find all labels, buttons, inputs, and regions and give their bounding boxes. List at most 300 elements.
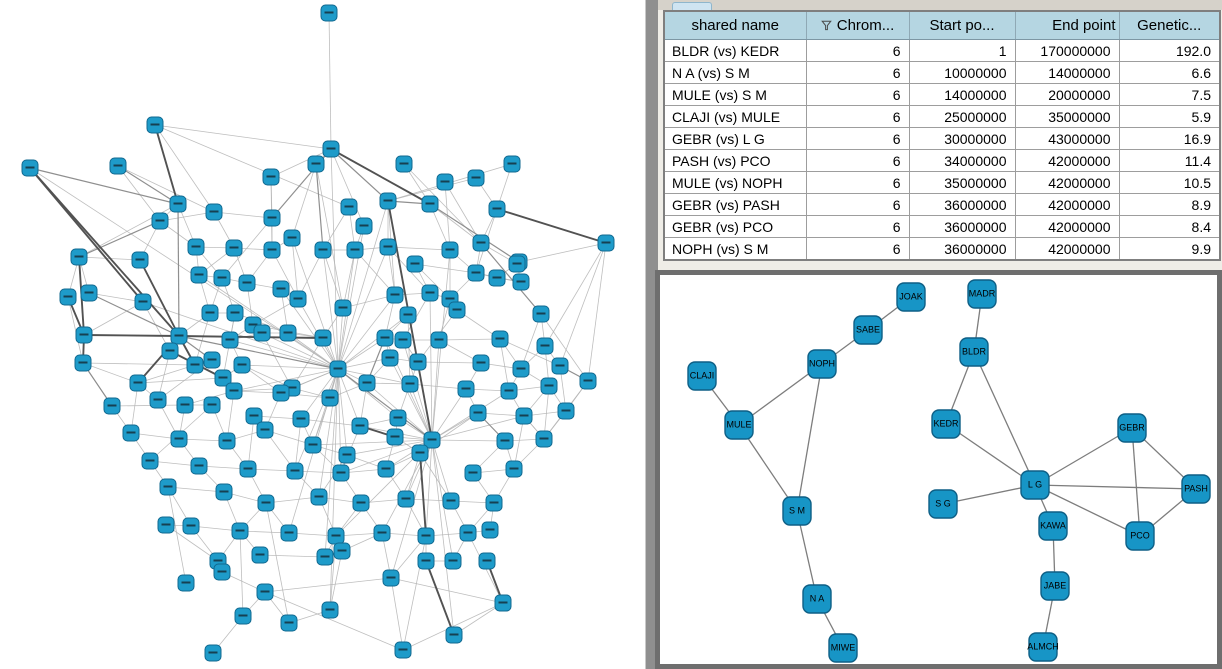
network-node-pco[interactable]: [1126, 522, 1154, 550]
network-node[interactable]: [214, 270, 230, 286]
network-edge: [240, 531, 243, 616]
network-node[interactable]: [254, 325, 270, 341]
network-node[interactable]: [431, 332, 447, 348]
node-label: [483, 560, 492, 562]
network-node[interactable]: [398, 491, 414, 507]
network-node[interactable]: [396, 156, 412, 172]
network-node[interactable]: [598, 235, 614, 251]
network-node[interactable]: [395, 642, 411, 658]
network-node-kedr[interactable]: [932, 410, 960, 438]
node-label: [284, 332, 293, 334]
node-label: [231, 312, 240, 314]
network-node[interactable]: [374, 525, 390, 541]
network-node[interactable]: [497, 433, 513, 449]
network-node[interactable]: [311, 489, 327, 505]
network-node[interactable]: [205, 645, 221, 661]
network-node[interactable]: [390, 410, 406, 426]
network-node[interactable]: [130, 375, 146, 391]
column-header-label: Genetic...: [1137, 17, 1202, 34]
network-node[interactable]: [558, 403, 574, 419]
network-node-claji[interactable]: [688, 362, 716, 390]
node-label: [136, 259, 145, 261]
network-node[interactable]: [222, 332, 238, 348]
network-edge: [118, 166, 214, 212]
network-node[interactable]: [537, 338, 553, 354]
network-node[interactable]: [290, 291, 306, 307]
network-node[interactable]: [178, 575, 194, 591]
network-node[interactable]: [541, 378, 557, 394]
network-node[interactable]: [273, 281, 289, 297]
network-node[interactable]: [482, 522, 498, 538]
node-label: PCO: [1130, 530, 1150, 541]
network-node[interactable]: [449, 302, 465, 318]
network-node[interactable]: [418, 553, 434, 569]
node-label: [382, 468, 391, 470]
node-label: [363, 382, 372, 384]
node-label: [319, 249, 328, 251]
network-node[interactable]: [187, 357, 203, 373]
network-edge[interactable]: [797, 364, 822, 511]
network-edge: [30, 168, 143, 302]
column-header-label: End point: [1052, 17, 1116, 34]
network-node[interactable]: [204, 352, 220, 368]
node-label: [387, 577, 396, 579]
network-node[interactable]: [412, 445, 428, 461]
node-label: [239, 615, 248, 617]
network-node[interactable]: [328, 528, 344, 544]
network-edge[interactable]: [974, 352, 1035, 485]
table-row[interactable]: [664, 84, 1220, 106]
table-row[interactable]: [664, 150, 1220, 172]
table-row[interactable]: [664, 238, 1220, 261]
cell-shared-name: GEBR (vs) PASH: [664, 194, 806, 216]
network-node[interactable]: [246, 408, 262, 424]
node-label: S M: [788, 505, 806, 516]
network-node[interactable]: [509, 256, 525, 272]
network-node[interactable]: [75, 355, 91, 371]
node-label: [139, 301, 148, 303]
network-node[interactable]: [486, 495, 502, 511]
node-label: [250, 415, 259, 417]
network-node[interactable]: [232, 523, 248, 539]
cell-value: 6: [806, 128, 909, 150]
cell-shared-name: MULE (vs) NOPH: [664, 172, 806, 194]
network-node-pash[interactable]: [1182, 475, 1210, 503]
node-label: [381, 337, 390, 339]
network-node[interactable]: [258, 495, 274, 511]
network-node[interactable]: [339, 447, 355, 463]
node-label: [441, 181, 450, 183]
network-node[interactable]: [206, 204, 222, 220]
network-node[interactable]: [171, 431, 187, 447]
network-node[interactable]: [395, 332, 411, 348]
network-node[interactable]: [580, 373, 596, 389]
network-node[interactable]: [219, 433, 235, 449]
network-node[interactable]: [257, 422, 273, 438]
node-label: [208, 359, 217, 361]
node-label: [174, 203, 183, 205]
network-edge[interactable]: [1035, 485, 1196, 489]
cell-value: 192.0: [1119, 40, 1220, 62]
network-edge: [391, 578, 503, 603]
node-label: [541, 345, 550, 347]
network-node[interactable]: [315, 242, 331, 258]
network-node-miwe[interactable]: [829, 634, 857, 662]
cell-value: 42000000: [1015, 216, 1119, 238]
network-node[interactable]: [353, 495, 369, 511]
network-node[interactable]: [177, 397, 193, 413]
network-node[interactable]: [479, 553, 495, 569]
network-node-s-m[interactable]: [783, 497, 811, 525]
network-node[interactable]: [460, 525, 476, 541]
network-node[interactable]: [150, 392, 166, 408]
network-node[interactable]: [305, 437, 321, 453]
filter-funnel-icon[interactable]: [821, 18, 832, 35]
network-node[interactable]: [204, 397, 220, 413]
network-edge: [84, 302, 143, 335]
network-node-mule[interactable]: [725, 411, 753, 439]
network-node[interactable]: [552, 358, 568, 374]
network-node[interactable]: [293, 411, 309, 427]
network-node[interactable]: [347, 242, 363, 258]
network-node[interactable]: [152, 213, 168, 229]
cell-value: 1: [909, 40, 1015, 62]
node-label: [426, 203, 435, 205]
network-node[interactable]: [132, 252, 148, 268]
network-node[interactable]: [158, 517, 174, 533]
network-node[interactable]: [60, 289, 76, 305]
network-node[interactable]: [308, 156, 324, 172]
column-header-start-po-[interactable]: [909, 11, 1015, 40]
network-node[interactable]: [239, 275, 255, 291]
network-node[interactable]: [22, 160, 38, 176]
network-node[interactable]: [504, 156, 520, 172]
network-node[interactable]: [216, 484, 232, 500]
network-node[interactable]: [437, 174, 453, 190]
node-label: [446, 249, 455, 251]
node-label: [312, 163, 321, 165]
network-node[interactable]: [387, 287, 403, 303]
node-label: [223, 440, 232, 442]
node-label: [268, 217, 277, 219]
cell-value: 6: [806, 150, 909, 172]
network-node[interactable]: [470, 405, 486, 421]
network-node[interactable]: [104, 398, 120, 414]
cell-value: 6: [806, 194, 909, 216]
network-node[interactable]: [380, 239, 396, 255]
node-label: [294, 298, 303, 300]
network-node[interactable]: [516, 408, 532, 424]
node-label: [338, 550, 347, 552]
table-row[interactable]: [664, 216, 1220, 238]
table-row[interactable]: [664, 194, 1220, 216]
cell-value: 6: [806, 84, 909, 106]
network-node[interactable]: [264, 210, 280, 226]
network-node[interactable]: [334, 543, 350, 559]
cell-value: 9.9: [1119, 238, 1220, 261]
node-label: [428, 439, 437, 441]
network-node[interactable]: [76, 327, 92, 343]
node-label: [134, 382, 143, 384]
table-toolbar-strip: [658, 0, 1222, 10]
node-label: [399, 649, 408, 651]
cell-value: 42000000: [1015, 238, 1119, 261]
network-node-sabe[interactable]: [854, 316, 882, 344]
network-node[interactable]: [333, 465, 349, 481]
network-node[interactable]: [341, 199, 357, 215]
cell-value: 7.5: [1119, 84, 1220, 106]
network-node[interactable]: [264, 242, 280, 258]
node-label: [496, 338, 505, 340]
network-node[interactable]: [422, 196, 438, 212]
network-edge: [168, 487, 186, 583]
network-node[interactable]: [380, 193, 396, 209]
node-label: [584, 380, 593, 382]
network-node-jabe[interactable]: [1041, 572, 1069, 600]
network-edge[interactable]: [1132, 428, 1140, 536]
network-node[interactable]: [188, 239, 204, 255]
network-node[interactable]: [458, 381, 474, 397]
network-node-n-a[interactable]: [803, 585, 831, 613]
network-node[interactable]: [317, 549, 333, 565]
network-node[interactable]: [281, 525, 297, 541]
network-node[interactable]: [123, 425, 139, 441]
column-header-label: shared name: [691, 17, 780, 34]
node-label: [351, 249, 360, 251]
network-node[interactable]: [71, 249, 87, 265]
node-label: [85, 292, 94, 294]
sub-network-canvas[interactable]: [660, 275, 1217, 664]
network-node[interactable]: [81, 285, 97, 301]
network-node[interactable]: [263, 169, 279, 185]
network-node[interactable]: [240, 461, 256, 477]
network-node[interactable]: [400, 307, 416, 323]
node-label: [490, 502, 499, 504]
cell-value: 10.5: [1119, 172, 1220, 194]
cell-shared-name: CLAJI (vs) MULE: [664, 106, 806, 128]
network-node[interactable]: [252, 547, 268, 563]
network-node[interactable]: [321, 5, 337, 21]
network-node[interactable]: [162, 343, 178, 359]
node-label: [288, 237, 297, 239]
network-node-joak[interactable]: [897, 283, 925, 311]
column-header-chrom-[interactable]: [806, 11, 909, 40]
column-header-shared-name[interactable]: [664, 11, 806, 40]
network-node[interactable]: [234, 357, 250, 373]
network-edge: [83, 363, 195, 365]
network-node[interactable]: [352, 418, 368, 434]
network-node-madr[interactable]: [968, 280, 996, 308]
node-label: N A: [809, 593, 825, 604]
node-label: [156, 220, 165, 222]
node-label: [226, 339, 235, 341]
network-node[interactable]: [322, 602, 338, 618]
network-node[interactable]: [335, 300, 351, 316]
network-node[interactable]: [191, 458, 207, 474]
network-node[interactable]: [170, 196, 186, 212]
node-label: [230, 390, 239, 392]
node-label: [453, 309, 462, 311]
node-label: CLAJI: [689, 370, 715, 381]
network-node[interactable]: [492, 331, 508, 347]
network-node[interactable]: [536, 431, 552, 447]
network-node-gebr[interactable]: [1118, 414, 1146, 442]
cell-value: 6: [806, 238, 909, 261]
node-label: [517, 368, 526, 370]
network-node[interactable]: [202, 305, 218, 321]
network-node[interactable]: [280, 325, 296, 341]
network-node[interactable]: [226, 240, 242, 256]
network-node[interactable]: [323, 141, 339, 157]
node-label: [146, 460, 155, 462]
network-node[interactable]: [442, 242, 458, 258]
network-node-almch[interactable]: [1027, 633, 1059, 661]
node-label: [285, 622, 294, 624]
node-label: S G: [935, 498, 951, 509]
network-node[interactable]: [287, 463, 303, 479]
network-node[interactable]: [135, 294, 151, 310]
network-node[interactable]: [226, 383, 242, 399]
network-node[interactable]: [257, 584, 273, 600]
node-label: [505, 390, 514, 392]
network-node-kawa[interactable]: [1039, 512, 1067, 540]
network-node[interactable]: [468, 170, 484, 186]
column-header-end-point[interactable]: [1015, 11, 1119, 40]
table-row[interactable]: [664, 62, 1220, 84]
network-node-noph[interactable]: [808, 350, 836, 378]
network-node[interactable]: [489, 270, 505, 286]
network-node[interactable]: [171, 328, 187, 344]
network-node[interactable]: [356, 218, 372, 234]
network-node[interactable]: [407, 256, 423, 272]
network-node[interactable]: [418, 528, 434, 544]
cell-value: 6: [806, 40, 909, 62]
network-node[interactable]: [142, 453, 158, 469]
cell-value: 6: [806, 172, 909, 194]
table-row[interactable]: [664, 128, 1220, 150]
network-node[interactable]: [489, 201, 505, 217]
node-label: [562, 410, 571, 412]
node-label: [450, 634, 459, 636]
network-node[interactable]: [506, 461, 522, 477]
node-label: [309, 444, 318, 446]
network-node[interactable]: [183, 518, 199, 534]
column-header-genetic-[interactable]: [1119, 11, 1220, 40]
network-node[interactable]: [387, 429, 403, 445]
table-row[interactable]: [664, 106, 1220, 128]
node-label: [262, 502, 271, 504]
network-node[interactable]: [402, 376, 418, 392]
network-edge: [439, 339, 500, 340]
network-node[interactable]: [422, 285, 438, 301]
network-node[interactable]: [147, 117, 163, 133]
node-label: [277, 392, 286, 394]
node-label: [64, 296, 73, 298]
network-edge: [79, 204, 178, 257]
network-node[interactable]: [533, 306, 549, 322]
node-label: [513, 263, 522, 265]
node-label: [493, 277, 502, 279]
network-node[interactable]: [410, 354, 426, 370]
network-edge: [178, 204, 179, 336]
network-node[interactable]: [235, 608, 251, 624]
node-label: [214, 560, 223, 562]
node-label: [154, 399, 163, 401]
network-edge: [331, 149, 338, 369]
network-node[interactable]: [495, 595, 511, 611]
network-node[interactable]: [513, 274, 529, 290]
network-node[interactable]: [330, 361, 346, 377]
network-node[interactable]: [191, 267, 207, 283]
cell-value: 6: [806, 216, 909, 238]
network-node[interactable]: [513, 361, 529, 377]
network-node[interactable]: [445, 553, 461, 569]
network-node[interactable]: [473, 235, 489, 251]
node-label: [315, 496, 324, 498]
node-label: [540, 438, 549, 440]
network-node-l-g[interactable]: [1021, 471, 1049, 499]
node-label: [151, 124, 160, 126]
cell-value: 11.4: [1119, 150, 1220, 172]
node-label: [319, 337, 328, 339]
node-label: [220, 491, 229, 493]
network-node[interactable]: [377, 330, 393, 346]
network-node[interactable]: [281, 615, 297, 631]
node-label: [261, 429, 270, 431]
network-node-bldr[interactable]: [960, 338, 988, 366]
node-label: ALMCH: [1027, 641, 1059, 652]
column-header-label: Start po...: [929, 17, 995, 34]
network-node[interactable]: [284, 230, 300, 246]
network-node[interactable]: [378, 461, 394, 477]
network-node[interactable]: [501, 383, 517, 399]
network-node[interactable]: [160, 479, 176, 495]
network-node-s-g[interactable]: [929, 490, 957, 518]
network-node[interactable]: [383, 570, 399, 586]
node-label: MADR: [968, 288, 996, 299]
node-label: SABE: [855, 324, 881, 335]
node-label: [230, 247, 239, 249]
node-label: [277, 288, 286, 290]
node-label: KEDR: [933, 418, 959, 429]
node-label: [334, 368, 343, 370]
network-node[interactable]: [473, 355, 489, 371]
network-node[interactable]: [465, 465, 481, 481]
table-row[interactable]: [664, 172, 1220, 194]
network-node[interactable]: [468, 265, 484, 281]
node-label: [181, 404, 190, 406]
node-label: [114, 165, 123, 167]
network-node[interactable]: [382, 350, 398, 366]
network-node[interactable]: [446, 627, 462, 643]
network-node[interactable]: [315, 330, 331, 346]
network-node[interactable]: [359, 375, 375, 391]
cell-value: 6.6: [1119, 62, 1220, 84]
network-node[interactable]: [227, 305, 243, 321]
network-node[interactable]: [273, 385, 289, 401]
node-label: [472, 177, 481, 179]
network-node[interactable]: [110, 158, 126, 174]
network-edge: [292, 164, 316, 238]
network-node[interactable]: [322, 390, 338, 406]
network-edge: [316, 164, 343, 308]
network-node[interactable]: [443, 493, 459, 509]
network-edge: [316, 164, 323, 250]
table-row[interactable]: [664, 40, 1220, 62]
node-label: JOAK: [899, 291, 923, 302]
cell-shared-name: NOPH (vs) S M: [664, 238, 806, 261]
network-node[interactable]: [214, 564, 230, 580]
